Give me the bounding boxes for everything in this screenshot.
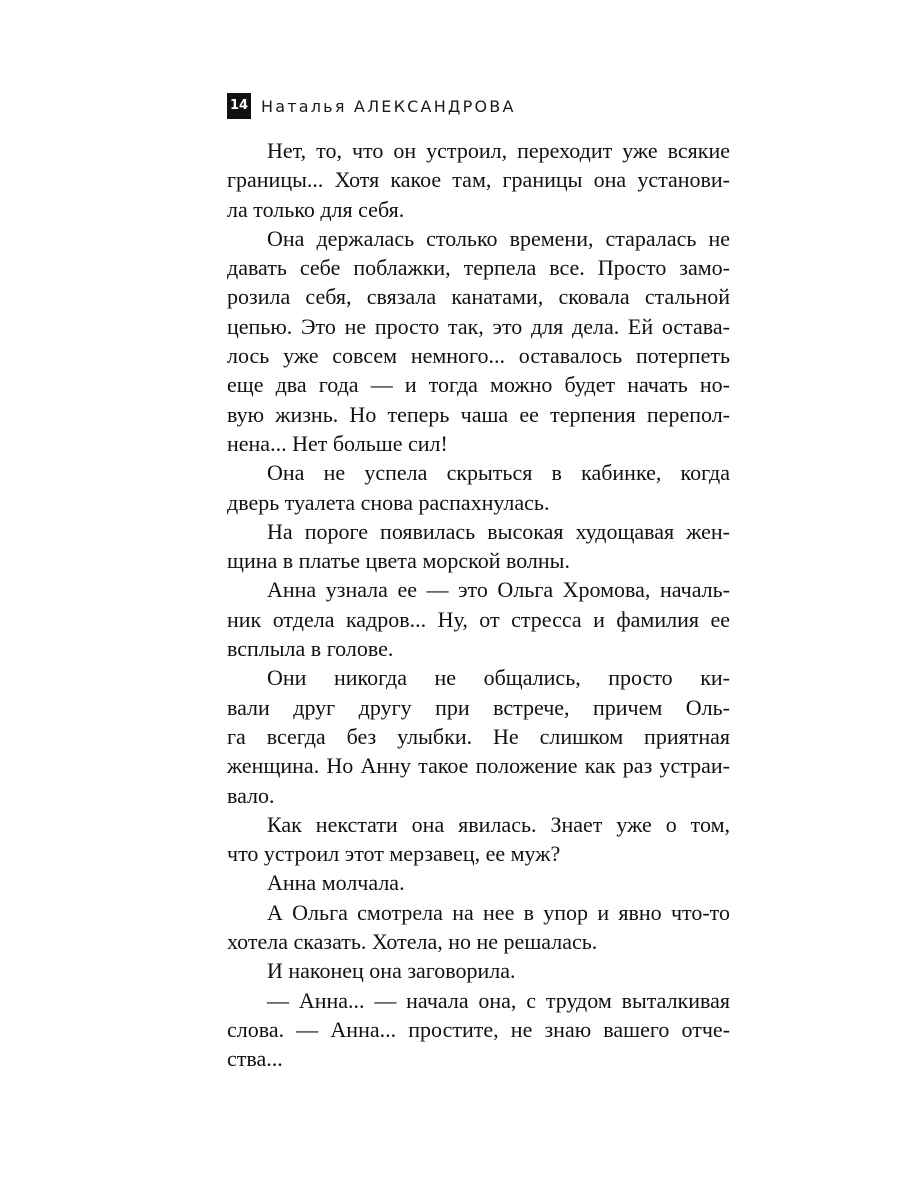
- text-line: розила себя, связала канатами, сковала стальной: [227, 284, 730, 310]
- page-header: [227, 93, 516, 119]
- text-line: цепью. Это не просто так, это для дела. Ей остава-: [227, 313, 730, 339]
- text-line: А Ольга смотрела на нее в упор и явно что-то: [267, 899, 730, 925]
- text-line: лось уже совсем немного... оставалось потерпеть: [227, 343, 730, 369]
- text-line: слова. — Анна... простите, не знаю вашего отче-: [227, 1016, 730, 1042]
- text-line: щина в платье цвета морской волны.: [227, 548, 570, 574]
- text-line: Она держалась столько времени, старалась не: [267, 225, 730, 251]
- text-line: Они никогда не общались, просто ки-: [267, 665, 730, 691]
- running-head-author: Наталья АЛЕКСАНДРОВА: [261, 96, 516, 116]
- text-line: Анна узнала ее — это Ольга Хромова, началь-: [267, 577, 730, 603]
- text-line: границы... Хотя какое там, границы она установи-: [227, 167, 730, 193]
- text-line: что устроил этот мерзавец, ее муж?: [227, 841, 561, 867]
- text-line: нена... Нет больше сил!: [227, 430, 448, 456]
- text-line: ник отдела кадров... Ну, от стресса и фамилия ее: [227, 606, 730, 632]
- page-number: 14: [227, 93, 251, 119]
- text-line: вали друг другу при встрече, причем Оль-: [227, 694, 730, 720]
- text-line: На пороге появилась высокая худощавая жен-: [267, 518, 730, 544]
- text-line: ства...: [227, 1046, 283, 1072]
- text-line: еще два года — и тогда можно будет начать но-: [227, 372, 730, 398]
- text-line: И наконец она заговорила.: [267, 958, 516, 984]
- text-line: всплыла в голове.: [227, 636, 394, 662]
- text-line: га всегда без улыбки. Не слишком приятная: [227, 723, 730, 749]
- text-line: Она не успела скрыться в кабинке, когда: [267, 460, 730, 486]
- body-text: [227, 136, 730, 1074]
- text-line: Анна молчала.: [267, 870, 405, 896]
- text-line: вало.: [227, 782, 275, 808]
- text-line: давать себе поблажки, терпела все. Просто замо-: [227, 255, 730, 281]
- text-line: — Анна... — начала она, с трудом выталкивая: [267, 987, 730, 1013]
- text-line: женщина. Но Анну такое положение как раз устраи-: [227, 753, 730, 779]
- text-line: ла только для себя.: [227, 196, 405, 222]
- text-line: дверь туалета снова распахнулась.: [227, 489, 550, 515]
- text-line: Как некстати она явилась. Знает уже о том,: [267, 811, 730, 837]
- text-line: вую жизнь. Но теперь чаша ее терпения перепол-: [227, 401, 730, 427]
- text-line: Нет, то, что он устроил, переходит уже всякие: [267, 138, 730, 163]
- text-line: хотела сказать. Хотела, но не решалась.: [227, 929, 598, 955]
